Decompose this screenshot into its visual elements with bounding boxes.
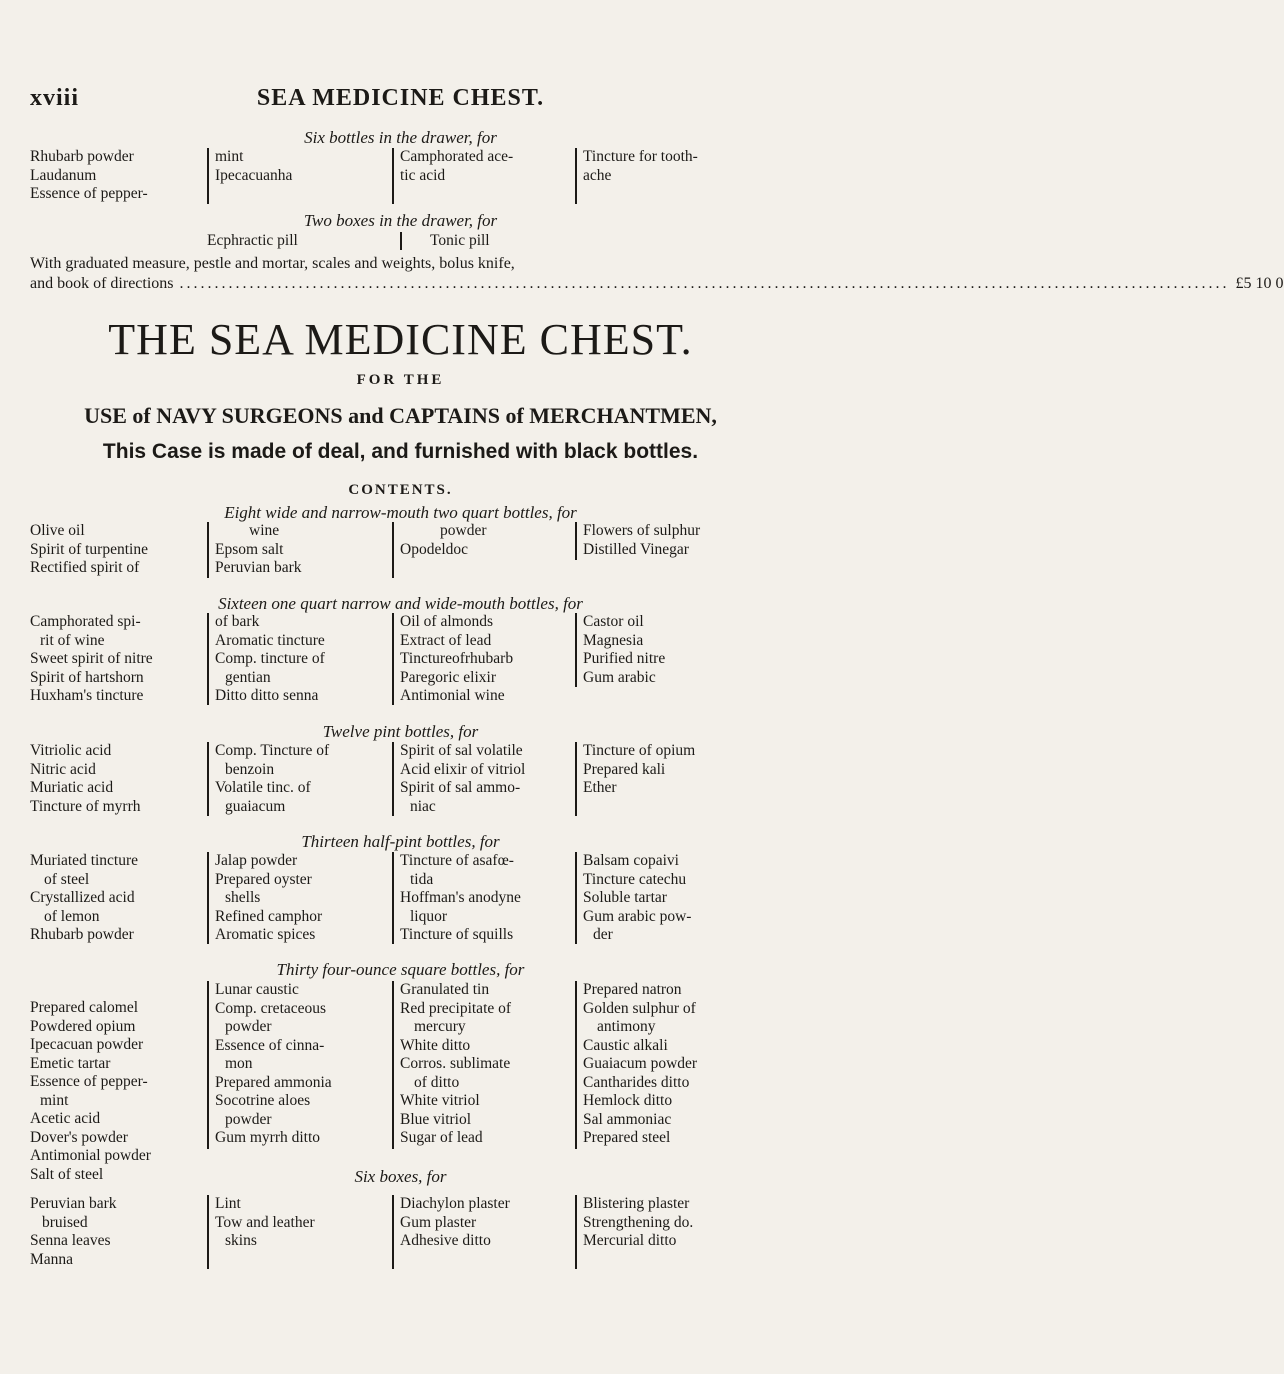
first-bottles-col-4 [575,148,698,204]
sixteen-col-1 [30,613,153,706]
list-item: Paregoric elixir [400,668,496,686]
eight-col-4 [575,522,700,560]
list-item: Gum plaster [400,1213,477,1231]
list-item: liquor [410,907,448,925]
list-item: Senna leaves [30,1232,111,1249]
list-item: Balsam copaivi [583,852,679,869]
list-item: Acid elixir of vitriol [400,760,526,778]
list-item: Gum arabic [583,668,656,686]
list-item: Red precipitate of [400,999,512,1017]
list-item: of steel [44,870,90,888]
list-item: powder [440,522,487,539]
list-item: Volatile tinc. of [215,779,311,796]
first-bottles-col-3 [392,148,513,204]
extras-line-2 [30,274,1284,294]
list-item: Purified nitre [583,650,666,667]
list-item: Muriatic acid [30,779,114,796]
list-item: Tow and leather [215,1213,315,1231]
list-item: Sal ammoniac [583,1110,672,1128]
boxes-col-2 [207,1195,315,1269]
running-title: SEA MEDICINE CHEST. [256,85,545,111]
list-item: Crystallized acid [30,889,135,906]
sixteen-col-2 [207,613,325,705]
list-item: Caustic alkali [583,1036,668,1054]
twelve-col-2 [207,742,329,816]
eight-col-3 [392,522,487,578]
list-item: Antimonial powder [30,1147,151,1164]
list-item: Soluble tartar [583,889,667,906]
list-item: shells [225,889,261,906]
list-item: Guaiacum powder [583,1055,698,1072]
list-item: tida [410,870,434,888]
list-item: wine [249,522,280,539]
list-item: gentian [225,668,271,686]
list-item: bruised [42,1213,88,1231]
list-item: Olive oil [30,522,85,539]
list-item: powder [225,1110,272,1128]
page-number: xviii [30,85,80,111]
chest-title: THE SEA MEDICINE CHEST. [108,315,693,364]
case-description: This Case is made of deal, and furnished with black bottles. [102,440,699,463]
list-item: Comp. tincture of [215,650,325,667]
list-item: Socotrine aloes [215,1092,311,1109]
list-item: mon [225,1055,253,1072]
thirteen-col-2 [207,852,322,944]
list-item: Comp. cretaceous [215,999,327,1017]
list-item: Hemlock ditto [583,1092,673,1109]
list-item: Strengthening do. [583,1213,694,1231]
list-item: Ipecacuanha [215,166,293,184]
section-heading-thirteen-bottles: Thirteen half-pint bottles, for [301,832,500,851]
six-bottles-heading: Six bottles in the drawer, for [304,128,497,147]
list-item: Vitriolic acid [30,742,112,759]
list-item: Flowers of sulphur [583,522,701,539]
list-item: Powdered opium [30,1017,136,1035]
list-item: Hoffman's anodyne [400,889,521,906]
list-item: Blue vitriol [400,1110,472,1128]
list-item: Tincture of asafœ- [400,852,514,869]
list-item: Tincture for tooth- [583,148,698,165]
list-item: Magnesia [583,631,644,649]
list-item: White ditto [400,1036,471,1054]
first-bottles-col-1 [30,148,148,204]
section-heading-eight-bottles: Eight wide and narrow-mouth two quart bottles, for [224,503,577,522]
list-item: Ether [583,779,617,796]
list-item: Aromatic spices [215,926,316,943]
list-item: Lint [215,1195,241,1212]
sixteen-col-4 [575,613,665,687]
twelve-col-3 [392,742,525,816]
list-item: Prepared oyster [215,870,312,888]
list-item: benzoin [225,760,275,778]
list-item: powder [225,1018,272,1035]
list-item: Tinctureofrhubarb [400,650,514,667]
twelve-col-1 [30,742,141,816]
list-item: Refined camphor [215,907,323,925]
boxes-col-3 [392,1195,510,1269]
list-item: Peruvian bark [215,559,302,576]
list-item: Huxham's tincture [30,687,144,704]
list-item: Prepared kali [583,760,666,778]
section-heading-six-boxes: Six boxes, for [354,1167,447,1186]
two-boxes-heading: Two boxes in the drawer, for [303,211,498,230]
list-item: Prepared steel [583,1129,671,1146]
list-item: Tincture catechu [583,870,687,888]
sixteen-col-3 [392,613,513,705]
thirty-col-1 [30,999,151,1184]
list-item: Salt of steel [30,1165,104,1183]
list-item: Tincture of myrrh [30,797,141,815]
list-item: Prepared natron [583,981,682,998]
list-item: Sugar of lead [400,1129,483,1146]
list-item: Castor oil [583,613,644,630]
list-item: Tincture of opium [583,742,696,759]
twelve-col-4 [575,742,695,816]
list-item: Golden sulphur of [583,999,696,1017]
list-item: Sweet spirit of nitre [30,650,153,667]
list-item: Cantharides ditto [583,1073,690,1091]
list-item: Comp. Tincture of [215,742,330,759]
extras-paragraph [30,254,1284,294]
list-item: Gum arabic pow- [583,907,692,925]
running-head [30,85,771,115]
list-item: Laudanum [30,166,97,184]
list-item: antimony [597,1018,656,1035]
extras-line-2-text: and book of directions [30,275,174,292]
dot-leader: ...................................................................................................................................................... [179,275,1230,292]
list-item: of bark [215,613,260,630]
list-item: Epsom salt [215,540,284,558]
list-item: White vitriol [400,1092,480,1109]
list-item: Spirit of turpentine [30,540,148,558]
list-item: guaiacum [225,797,286,815]
list-item: Prepared calomel [30,999,139,1016]
thirty-col-3 [392,981,511,1149]
list-item: Tincture of squills [400,926,514,943]
list-item: Essence of pepper- [30,185,148,202]
list-item: Acetic acid [30,1110,101,1127]
list-item: rit of wine [40,631,105,649]
list-item: Extract of lead [400,631,492,649]
list-item: mint [40,1091,69,1109]
eight-col-2 [207,522,302,578]
thirteen-col-4 [575,852,691,944]
list-item: Ipecacuan powder [30,1036,144,1053]
use-line: USE of NAVY SURGEONS and CAPTAINS of MERCHANTMEN, [84,403,717,428]
list-item: Oil of almonds [400,613,493,630]
list-item: Gum myrrh ditto [215,1129,321,1146]
list-item: Rhubarb powder [30,148,134,165]
list-item: Mercurial ditto [583,1232,677,1249]
list-item: mercury [414,1018,466,1035]
list-item: Rectified spirit of [30,559,140,576]
list-item: Lunar caustic [215,981,299,998]
price: £5 10 0 [1235,275,1284,292]
list-item: of ditto [414,1073,460,1091]
thirty-col-2 [207,981,332,1149]
list-item: Aromatic tincture [215,631,325,649]
list-item: Camphorated spi- [30,613,141,630]
list-item: Ditto ditto senna [215,687,319,704]
list-item: Essence of pepper- [30,1073,148,1090]
list-item: Emetic tartar [30,1054,111,1072]
list-item: Camphorated ace- [400,148,514,165]
list-item: ache [583,166,612,184]
section-heading-thirty-bottles: Thirty four-ounce square bottles, for [276,960,525,979]
list-item: Distilled Vinegar [583,540,689,558]
list-item: Granulated tin [400,981,490,998]
section-heading-sixteen-bottles: Sixteen one quart narrow and wide-mouth bottles, for [218,594,583,613]
list-item: Opodeldoc [400,540,469,558]
list-item: mint [215,148,244,165]
list-item: Spirit of sal ammo- [400,779,521,796]
first-bottles-col-2 [207,148,292,204]
extras-line-1: With graduated measure, pestle and mortar, scales and weights, bolus knife, [30,255,515,272]
list-item: der [593,926,613,943]
contents-heading: CONTENTS. [348,482,453,498]
list-item: Peruvian bark [30,1195,117,1212]
thirteen-col-1 [30,852,138,945]
list-item: Dover's powder [30,1128,128,1146]
list-item: Blistering plaster [583,1195,690,1212]
for-the: FOR THE [356,372,445,388]
eight-col-1 [30,522,148,578]
boxes-col-1 [30,1195,117,1269]
list-item: skins [225,1232,257,1249]
list-item: niac [410,797,436,815]
boxes-col-4 [575,1195,693,1269]
list-item: Jalap powder [215,852,298,869]
list-item: Essence of cinna- [215,1036,325,1054]
list-item: Spirit of hartshorn [30,668,144,686]
list-item: tic acid [400,166,446,184]
thirty-col-4 [575,981,697,1149]
list-item: Muriated tincture [30,852,139,869]
list-item: Corros. sublimate [400,1055,511,1072]
list-item: Manna [30,1250,74,1268]
box-item-1: Ecphractic pill [207,232,298,249]
list-item: Nitric acid [30,760,96,778]
list-item: Prepared ammonia [215,1073,332,1091]
list-item: Spirit of sal volatile [400,742,523,759]
list-item: Adhesive ditto [400,1232,491,1249]
thirteen-col-3 [392,852,521,944]
list-item: Diachylon plaster [400,1195,510,1212]
box-item-2: Tonic pill [400,232,490,250]
section-heading-twelve-bottles: Twelve pint bottles, for [322,722,479,741]
list-item: Rhubarb powder [30,926,134,943]
list-item: Antimonial wine [400,687,505,704]
list-item: of lemon [44,907,100,925]
